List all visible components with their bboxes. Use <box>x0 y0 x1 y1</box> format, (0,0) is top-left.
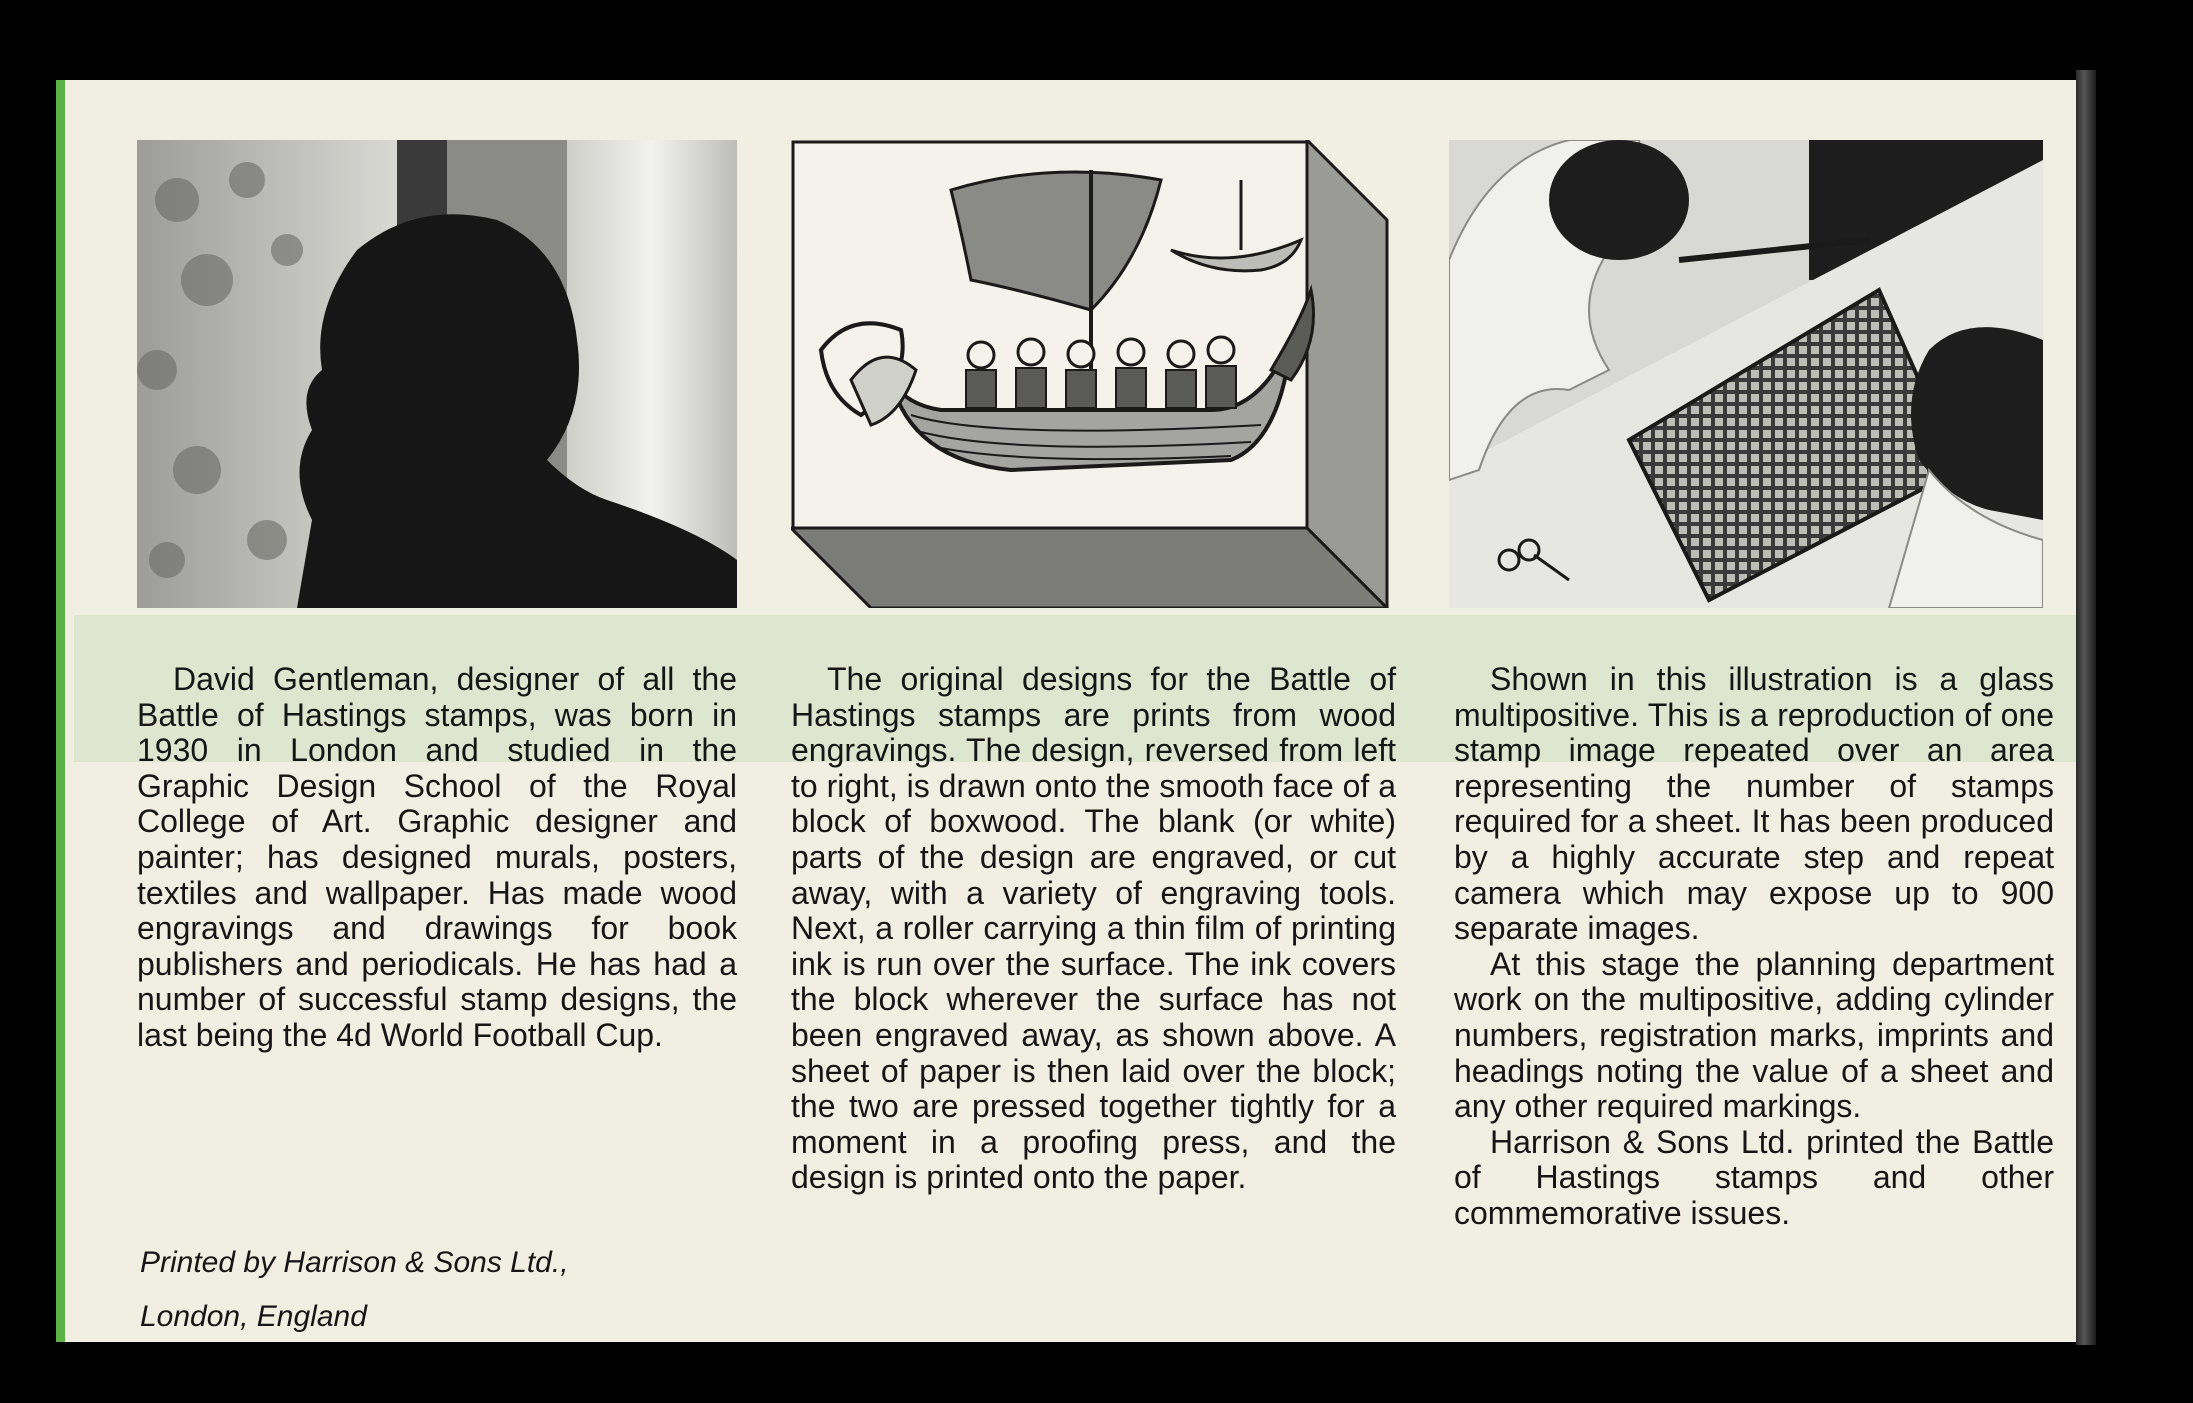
engraving-paragraph: The original designs for the Battle of Hastings stamps are prints from wood engravings. The design, reversed from left to right, is drawn onto the smooth face of a block of boxwood. The blank (or white) parts of the design are engraved, or cut away, with a variety of engraving tools. Next, a roller carrying a thin film of printing ink is run over the surface. The ink covers the block wherever the surface has not been engraved away, as shown above. A sheet of paper is then laid over the block; the two are pressed together tightly for a moment in a proofing press, and the design is printed onto the paper. <box>791 661 1396 1196</box>
multipositive-paragraph-1: Shown in this illustration is a glass multipositive. This is a reproduction of one stamp image repeated over an area representing the number of stamps required for a sheet. It has been produced by a highly accurate step and repeat camera which may expose up to 900 separate images. <box>1454 661 2054 947</box>
multipositive-paragraph-2: At this stage the planning department work on the multipositive, adding cylinder numbers, registration marks, imprints and headings noting the value of a sheet and any other required markings. <box>1454 945 2054 1125</box>
work-photo-art <box>1449 140 2043 608</box>
designer-paragraph: David Gentleman, designer of all the Battle of Hastings stamps, was born in 1930 in London and studied in the Graphic Design School of the Royal College of Art. Graphic designer and painter; has designed murals, posters, textiles and wallpaper. Has made wood engravings and drawings for book publishers and periodicals. He has had a number of successful stamp designs, the last being the 4d World Football Cup. <box>137 661 737 1053</box>
designer-portrait-photo <box>137 140 737 608</box>
portrait-photo-art <box>137 140 737 608</box>
presentation-pack-card <box>56 80 2091 1342</box>
imprint-line-1: Printed by Harrison & Sons Ltd., <box>140 1246 569 1279</box>
multipositive-paragraph-3: Harrison & Sons Ltd. printed the Battle of Hastings stamps and other commemorative issues. <box>1454 1123 2054 1231</box>
designer-biography <box>137 662 737 1054</box>
woodblock-engraving-illustration <box>791 140 1391 608</box>
woodblock-art <box>791 140 1391 608</box>
plastic-sleeve-edge <box>2076 70 2096 1345</box>
imprint-line-2: London, England <box>140 1300 367 1333</box>
engraving-description <box>791 662 1396 1196</box>
multipositive-work-photo <box>1449 140 2043 608</box>
multipositive-description <box>1454 662 2054 1232</box>
